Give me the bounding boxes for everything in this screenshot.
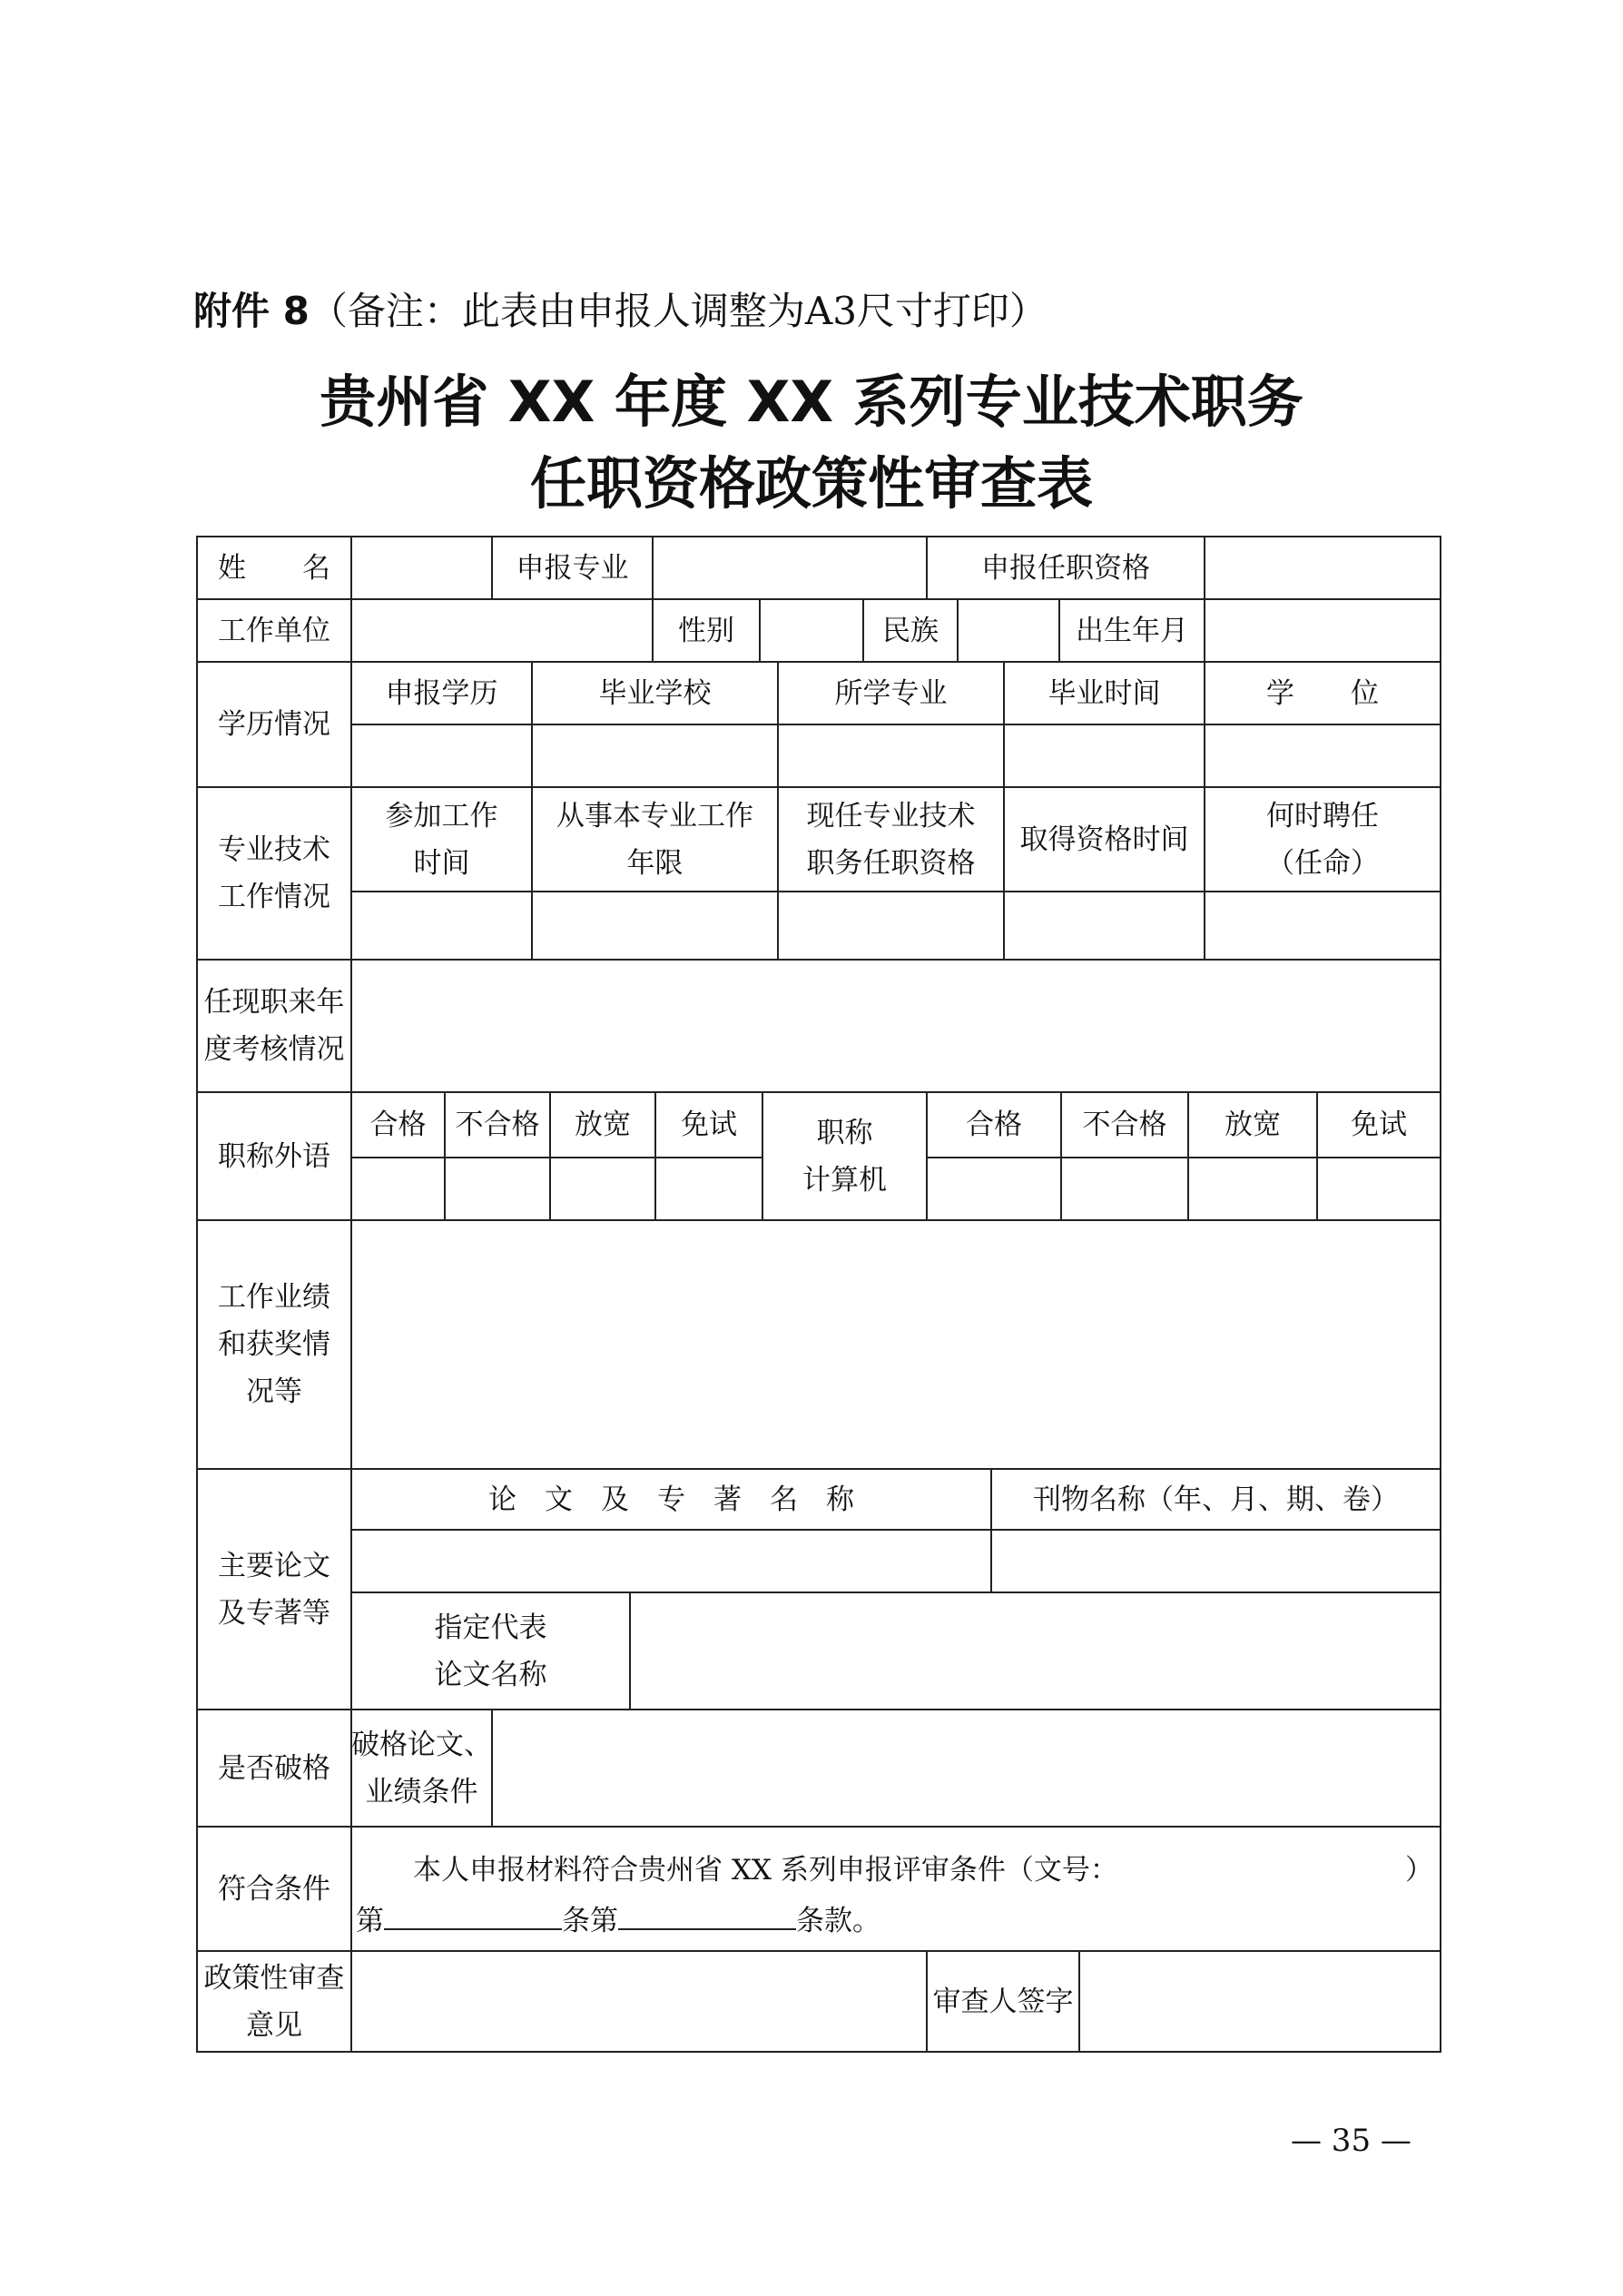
language-exempt: 免试 bbox=[681, 1109, 737, 1141]
assessment-label: 任现职来年 度考核情况 bbox=[203, 986, 345, 1066]
conditions-line2: 第 条第 条款。 bbox=[356, 1897, 880, 1938]
language-pass: 合格 bbox=[369, 1109, 427, 1141]
form-title-line2: 任职资格政策性审查表 bbox=[529, 450, 1093, 517]
annex-label: 附件 8 bbox=[193, 289, 310, 333]
form-title-line1: 贵州省 XX 年度 XX 系列专业技术职务 bbox=[320, 369, 1303, 435]
review-label: 政策性审查 意见 bbox=[203, 1961, 345, 2042]
qualification-label: 申报任职资格 bbox=[981, 551, 1150, 585]
exception-sub: 破格论文、 业绩条件 bbox=[351, 1728, 492, 1808]
education-col-degree: 申报学历 bbox=[385, 676, 498, 710]
gender-label: 性别 bbox=[678, 614, 734, 647]
work-col-appointed: 何时聘任 （任命） bbox=[1266, 799, 1379, 880]
education-col-school: 毕业学校 bbox=[598, 676, 712, 710]
education-col-major: 所学专业 bbox=[834, 676, 948, 710]
papers-label: 主要论文 及专著等 bbox=[218, 1549, 330, 1630]
review-signer: 审查人签字 bbox=[932, 1985, 1074, 2018]
computer-relaxed: 放宽 bbox=[1225, 1109, 1281, 1141]
work-col-start: 参加工作 时间 bbox=[385, 799, 498, 880]
papers-journal-col: 刊物名称（年、月、期、卷） bbox=[1033, 1483, 1399, 1516]
unit-label: 工作单位 bbox=[218, 614, 330, 647]
computer-pass: 合格 bbox=[966, 1109, 1022, 1141]
language-fail: 不合格 bbox=[455, 1109, 540, 1141]
work-col-years: 从事本专业工作 年限 bbox=[556, 799, 753, 880]
major-label: 申报专业 bbox=[516, 551, 629, 585]
work-col-current: 现任专业技术 职务任职资格 bbox=[806, 799, 976, 880]
exception-label: 是否破格 bbox=[218, 1751, 330, 1785]
conditions-line1-close: ） bbox=[1405, 1854, 1433, 1887]
name-label: 姓 名 bbox=[218, 551, 330, 585]
computer-exempt: 免试 bbox=[1351, 1109, 1407, 1141]
conditions-label: 符合条件 bbox=[218, 1872, 330, 1906]
education-label: 学历情况 bbox=[218, 708, 330, 741]
achievements-label: 工作业绩 和获奖情 况等 bbox=[218, 1281, 330, 1408]
computer-label: 职称 计算机 bbox=[802, 1116, 887, 1197]
papers-representative: 指定代表 论文名称 bbox=[434, 1611, 547, 1691]
birth-label: 出生年月 bbox=[1076, 614, 1188, 647]
language-label: 职称外语 bbox=[218, 1139, 330, 1173]
ethnicity-label: 民族 bbox=[882, 614, 939, 647]
page-number: — 35 — bbox=[1291, 2123, 1412, 2159]
computer-fail: 不合格 bbox=[1082, 1109, 1167, 1141]
work-label: 专业技术 工作情况 bbox=[218, 833, 330, 913]
conditions-line1: 本人申报材料符合贵州省 XX 系列申报评审条件（文号： bbox=[413, 1854, 1118, 1887]
papers-title-col: 论 文 及 专 著 名 称 bbox=[488, 1483, 854, 1516]
language-relaxed: 放宽 bbox=[575, 1109, 631, 1141]
work-col-obtained: 取得资格时间 bbox=[1019, 823, 1189, 856]
education-col-graduation: 毕业时间 bbox=[1048, 676, 1161, 710]
education-col-degree-title: 学 位 bbox=[1266, 676, 1379, 710]
annex-note: （备注：此表由申报人调整为A3尺寸打印） bbox=[309, 289, 1048, 333]
